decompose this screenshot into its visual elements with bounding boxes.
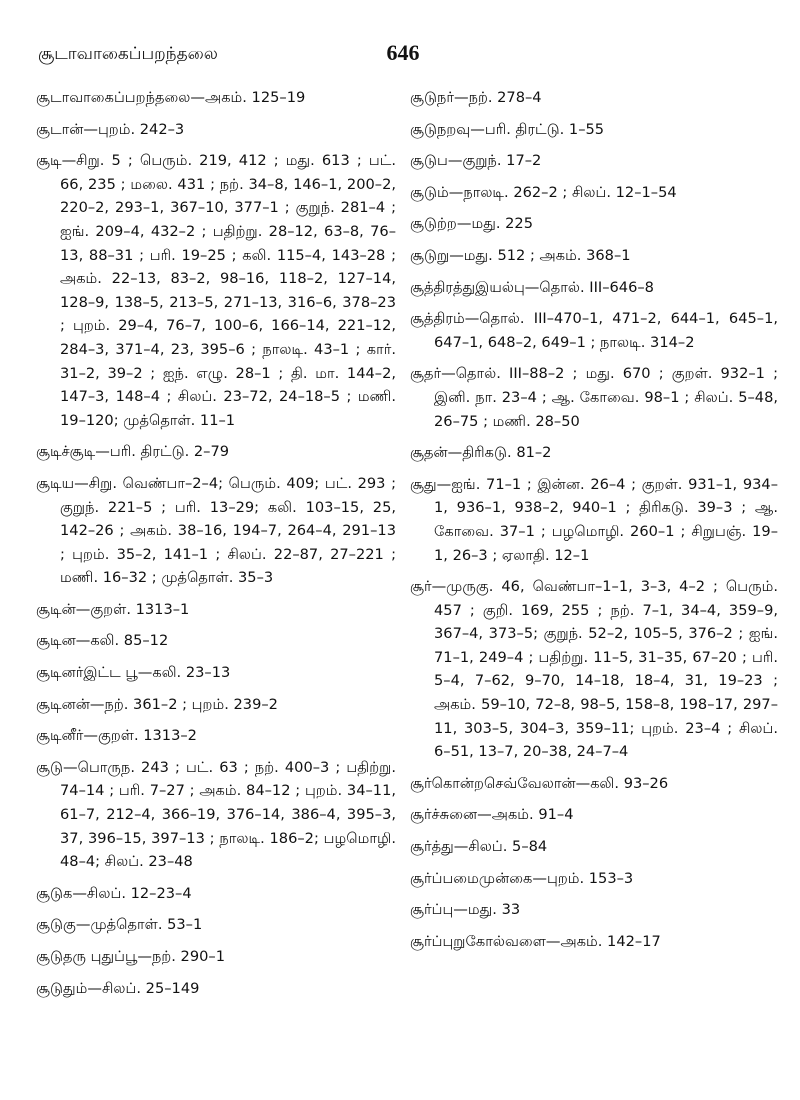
index-entry: சூத்திரம்—தொல். III–470–1, 471–2, 644–1, 645–1, 647–1, 648–2, 649–1 ; நாலடி. 314–2 [410,310,778,351]
page-header [38,40,768,74]
index-entry: சூர்ச்சுனை—அகம். 91–4 [410,806,574,824]
index-entry: சூதர்—தொல். III–88–2 ; மது. 670 ; குறள். 932–1 ; இனி. நா. 23–4 ; ஆ. கோவை. 98–1 ; சிலப். 5–48, 26–75 ; மணி. 28–50 [410,365,778,430]
index-entry: சூடுக—சிலப். 12–23–4 [36,884,192,902]
index-entry: சூடுநறவு—பரி. திரட்டு. 1–55 [410,120,605,138]
left-column [36,86,396,1008]
index-entry: சூதன்—திரிகடு. 81–2 [410,444,552,462]
index-entry: சூடுகு—முத்தொள். 53–1 [36,916,203,934]
index-entry: சூடுற்ற—மது. 225 [410,215,533,233]
index-entry: சூர்ப்புறுகோல்வளை—அகம். 142–17 [410,932,661,950]
index-entry: சூடுதும்—சிலப். 25–149 [36,979,200,997]
index-entry: சூடினர்இட்ட பூ—கலி. 23–13 [36,664,231,682]
index-entry: சூடி—சிறு. 5 ; பெரும். 219, 412 ; மது. 613 ; பட். 66, 235 ; மலை. 431 ; நற். 34–8, 146–1, 200–2, 220–2, 293–1, 367–10, 377–1 ; குறுந். 281–4 ; ஐங். 209–4, 432–2 ; பதிற்று. 28–12, 63–8, 76–13, 88–31 ; பரி. 19–25 ; கலி. 115–4, 143–28 ; அகம். 22–13, 83–2, 98–16, 118–2, 127–14, 128–9, 138–5, 213–5, 271–13, 316–6, 378–23 ; புறம். 29–4, 76–7, 100–6, 166–14, 221–12, 284–3, 371–4, 23, 395–6 ; நாலடி. 43–1 ; கார். 31–2, 39–2 ; ஐந். எழு. 28–1 ; தி. மா. 144–2, 147–3, 148–4 ; சிலப். 23–72, 24–18–5 ; மணி. 19–120; முத்தொள். 11–1 [36,152,396,429]
right-column [410,86,778,961]
index-entry: சூடுதரு புதுப்பூ—நற். 290–1 [36,948,225,965]
index-entry: சூடின்—குறள். 1313–1 [36,600,190,618]
index-entry: சூர்ப்பமைமுன்கை—புறம். 153–3 [410,869,634,887]
index-entry: சூர்கொன்றசெவ்வேலான்—கலி. 93–26 [410,774,669,792]
index-entry: சூடிய—சிறு. வெண்பா–2–4; பெரும். 409; பட். 293 ; குறுந். 221–5 ; பரி. 13–29; கலி. 103–15, 25, 142–26 ; அகம். 38–16, 194–7, 264–4, 291–13 ; புறம். 35–2, 141–1 ; சிலப். 22–87, 27–221 ; மணி. 16–32 ; முத்தொள். 35–3 [36,474,396,587]
page-number: 646 [386,40,420,65]
running-head: சூடாவாகைப்பறந்தலை [38,44,218,64]
index-entry: சூடின—கலி. 85–12 [36,632,169,650]
index-entry: சூடினன்—நற். 361–2 ; புறம். 239–2 [36,695,278,713]
index-entry: சூர்ப்பு—மது. 33 [410,901,521,919]
index-entry: சூது—ஐங். 71–1 ; இன்ன. 26–4 ; குறள். 931–1, 934–1, 936–1, 938–2, 940–1 ; திரிகடு. 39–3 ; ஆ. கோவை. 37–1 ; பழமொழி. 260–1 ; சிறுபஞ். 19–1, 26–3 ; ஏலாதி. 12–1 [410,475,778,564]
index-entry: சூடாவாகைப்பறந்தலை—அகம். 125–19 [36,89,306,106]
index-entry: சூடான்—புறம். 242–3 [36,120,185,138]
index-entry: சூடு—பொருந. 243 ; பட். 63 ; நற். 400–3 ; பதிற்று. 74–14 ; பரி. 7–27 ; அகம். 84–12 ; புறம். 34–11, 61–7, 212–4, 366–19, 376–14, 386–4, 395–3, 37, 396–15, 397–13 ; நாலடி. 186–2; பழமொழி. 48–4; சிலப். 23–48 [36,758,396,871]
index-entry: சூடுநர்—நற். 278–4 [410,89,542,106]
index-entry: சூடினீர்—குறள். 1313–2 [36,727,197,745]
index-entry: சூர்த்து—சிலப். 5–84 [410,838,548,856]
index-entry: சூடிச்சூடி—பரி. திரட்டு. 2–79 [36,443,230,461]
index-entry: சூடுப—குறுந். 17–2 [410,152,542,170]
index-entry: சூத்திரத்துஇயல்பு—தொல். III–646–8 [410,278,654,296]
index-entry: சூர்—முருகு. 46, வெண்பா–1–1, 3–3, 4–2 ; பெரும். 457 ; குறி. 169, 255 ; நற். 7–1, 34–4, 359–9, 367–4, 373–5; குறுந். 52–2, 105–5, 376–2 ; ஐங். 71–1, 249–4 ; பதிற்று. 11–5, 31–35, 67–20 ; பரி. 5–4, 7–62, 9–70, 14–18, 18–4, 31, 19–23 ; அகம். 59–10, 72–8, 98–5, 158–8, 198–17, 297–11, 303–5, 304–3, 359–11; புறம். 23–4 ; சிலப். 6–51, 13–7, 20–38, 24–7–4 [410,578,778,761]
index-entry: சூடுறு—மது. 512 ; அகம். 368–1 [410,246,631,264]
index-entry: சூடும்—நாலடி. 262–2 ; சிலப். 12–1–54 [410,183,677,201]
